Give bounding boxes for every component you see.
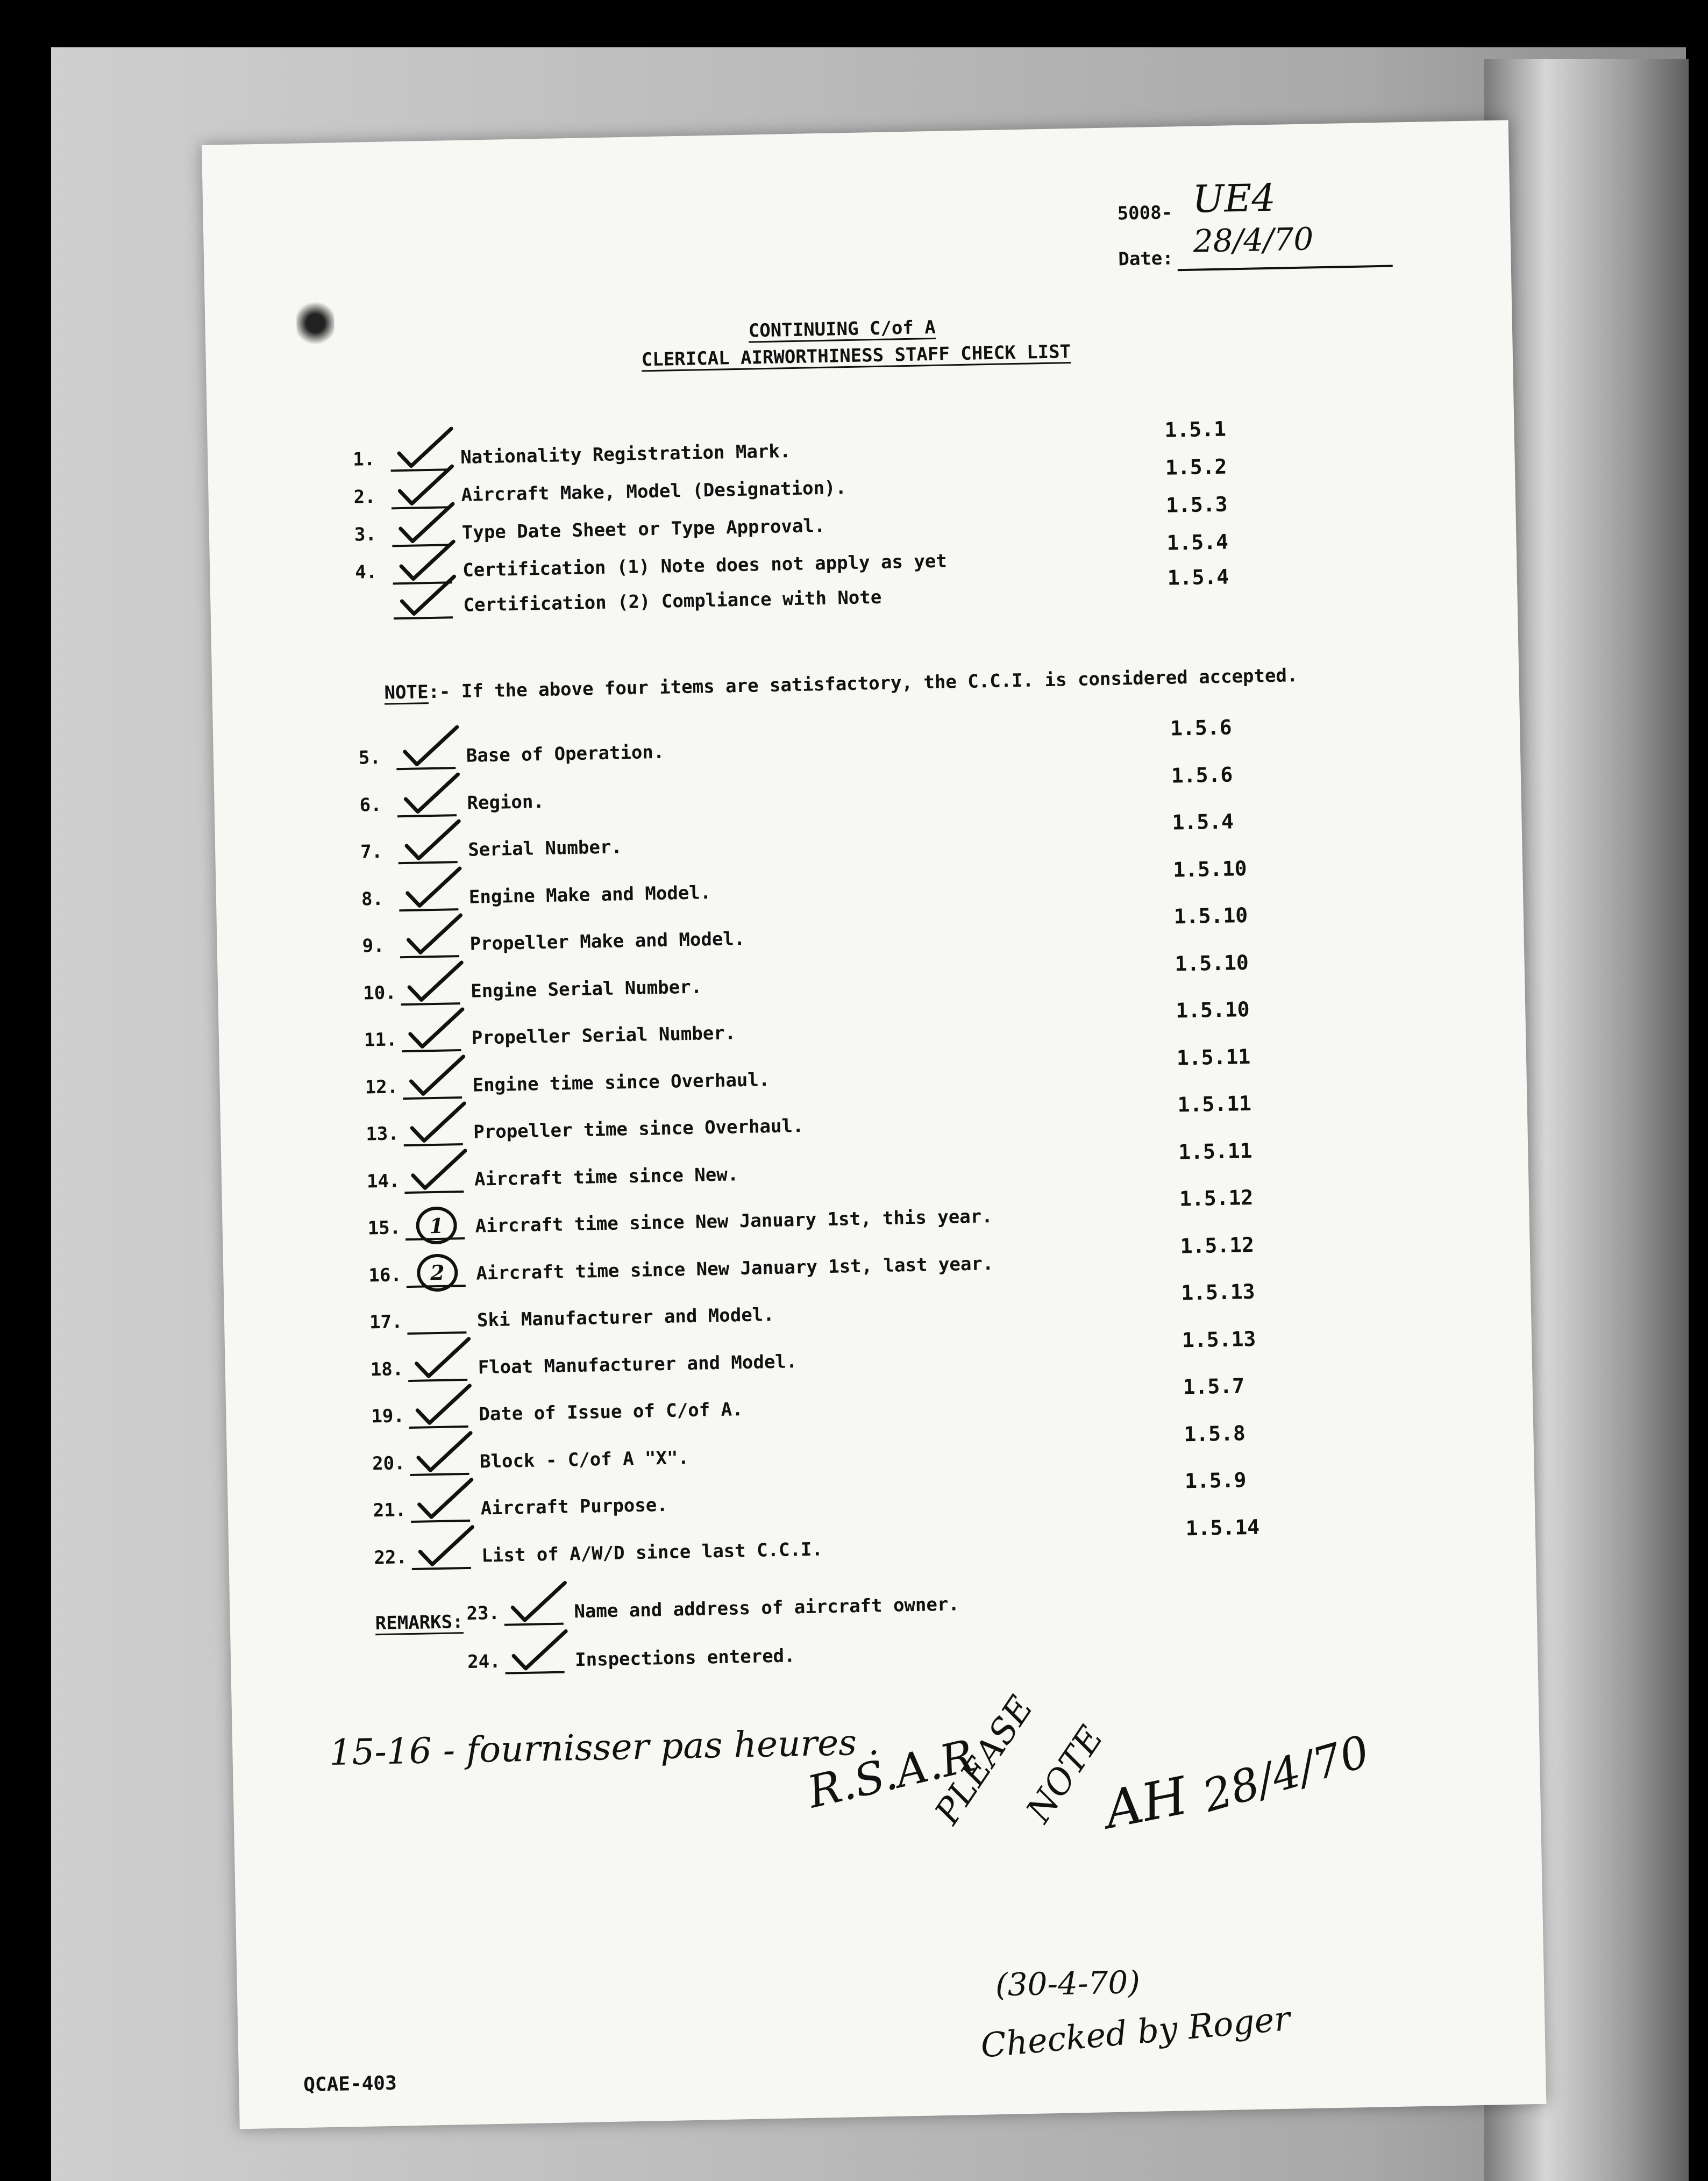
item-number: 10. bbox=[362, 981, 397, 1004]
checkmark-icon bbox=[403, 819, 463, 863]
date-underline bbox=[1178, 265, 1393, 272]
item-reference: 1.5.10 bbox=[1175, 950, 1249, 976]
item-text: Region. bbox=[467, 790, 545, 814]
item-reference: 1.5.10 bbox=[1173, 903, 1248, 929]
item-reference: 1.5.11 bbox=[1177, 1091, 1252, 1117]
item-number: 11. bbox=[364, 1029, 397, 1051]
checkmark-icon bbox=[402, 772, 462, 816]
item-number: 5. bbox=[358, 746, 381, 769]
item-text: Aircraft Make, Model (Designation). bbox=[461, 477, 847, 506]
item-number: 22. bbox=[374, 1546, 408, 1569]
item-text: Aircraft Purpose. bbox=[480, 1494, 668, 1520]
item-number: 3. bbox=[354, 523, 377, 546]
item-number: 16. bbox=[368, 1264, 402, 1286]
item-reference: 1.5.7 bbox=[1183, 1374, 1245, 1399]
item-reference: 1.5.1 bbox=[1164, 417, 1227, 442]
item-number: 14. bbox=[366, 1170, 400, 1192]
checkmark-icon bbox=[415, 1430, 475, 1474]
item-reference: 1.5.8 bbox=[1183, 1421, 1246, 1446]
item-text: Type Date Sheet or Type Approval. bbox=[461, 515, 825, 544]
item-reference: 1.5.6 bbox=[1170, 715, 1232, 740]
item-reference: 1.5.13 bbox=[1180, 1279, 1255, 1305]
item-number: 2. bbox=[353, 486, 376, 508]
form-id: QCAE-403 bbox=[303, 2072, 397, 2097]
checkmark-icon bbox=[510, 1629, 570, 1673]
item-number: 7. bbox=[360, 840, 383, 863]
checkmark-icon bbox=[409, 1148, 469, 1192]
item-text: Propeller Serial Number. bbox=[471, 1022, 736, 1049]
checkmark-icon bbox=[408, 1101, 468, 1145]
item-number: 13. bbox=[365, 1123, 400, 1145]
file-number-label: 5008- bbox=[1117, 202, 1173, 225]
item-text: Aircraft time since New January 1st, this year. bbox=[475, 1206, 993, 1237]
handwritten-initials: AH bbox=[1100, 1765, 1192, 1841]
item-text: Inspections entered. bbox=[574, 1645, 795, 1671]
note-label: NOTE:- If the above four items are satisfactory, the C.C.I. is considered accepted. bbox=[384, 665, 1298, 704]
handwritten-checked-by: Checked by Roger bbox=[979, 1998, 1292, 2065]
item-number: 18. bbox=[370, 1358, 404, 1380]
date-value: 28/4/70 bbox=[1193, 220, 1314, 260]
checkmark-icon bbox=[416, 1524, 476, 1569]
item-reference: 1.5.10 bbox=[1172, 856, 1247, 882]
item-number: 17. bbox=[369, 1311, 403, 1334]
item-number: 1. bbox=[352, 448, 375, 471]
item-number: 6. bbox=[359, 794, 382, 816]
mark-blank-line bbox=[407, 1331, 466, 1335]
item-reference: 1.5.13 bbox=[1182, 1327, 1256, 1352]
item-text: Engine Make and Model. bbox=[468, 881, 711, 908]
remarks-label: REMARKS: bbox=[375, 1611, 464, 1635]
item-text: Propeller Make and Model. bbox=[469, 928, 745, 955]
title-line-1: CONTINUING C/of A bbox=[748, 316, 936, 342]
item-text: Name and address of aircraft owner. bbox=[574, 1593, 960, 1623]
item-text: Block - C/of A "X". bbox=[479, 1446, 689, 1473]
item-number: 24. bbox=[467, 1650, 501, 1673]
item-number: 20. bbox=[372, 1452, 405, 1474]
date-label: Date: bbox=[1118, 247, 1174, 270]
item-text: Base of Operation. bbox=[466, 741, 665, 767]
checkmark-icon bbox=[404, 866, 464, 910]
title-line-2: CLERICAL AIRWORTHINESS STAFF CHECK LIST bbox=[641, 341, 1071, 371]
item-reference: 1.5.12 bbox=[1180, 1232, 1255, 1258]
item-reference: 1.5.11 bbox=[1176, 1044, 1251, 1070]
item-text: Aircraft time since New. bbox=[474, 1163, 739, 1191]
item-number: 4. bbox=[354, 561, 378, 583]
item-reference: 1.5.11 bbox=[1178, 1138, 1252, 1164]
handwritten-rsar: R.S.A.R bbox=[803, 1730, 979, 1819]
item-reference: 1.5.4 bbox=[1167, 565, 1229, 590]
checkmark-icon bbox=[416, 1478, 476, 1522]
item-number: 21. bbox=[373, 1499, 407, 1522]
item-number: 19. bbox=[371, 1405, 405, 1428]
item-text: Certification (1) Note does not apply as yet bbox=[462, 550, 948, 581]
note-text: :- If the above four items are satisfactory, the C.C.I. is considered accepted. bbox=[428, 665, 1298, 703]
item-text: Aircraft time since New January 1st, last year. bbox=[475, 1252, 994, 1285]
file-number-value: UE4 bbox=[1192, 175, 1276, 222]
item-text: Float Manufacturer and Model. bbox=[478, 1350, 798, 1379]
item-reference: 1.5.10 bbox=[1175, 997, 1250, 1023]
handwritten-note-15-16: 15-16 - fournisser pas heures . bbox=[329, 1721, 880, 1773]
item-text: Date of Issue of C/of A. bbox=[479, 1399, 743, 1426]
item-reference: 1.5.4 bbox=[1166, 530, 1229, 555]
checkmark-icon bbox=[405, 960, 466, 1004]
checkmark-icon bbox=[413, 1336, 473, 1380]
item-text: Nationality Registration Mark. bbox=[460, 440, 791, 468]
item-reference: 1.5.3 bbox=[1165, 492, 1228, 517]
checkmark-icon bbox=[401, 725, 461, 769]
item-text: List of A/W/D since last C.C.I. bbox=[481, 1538, 823, 1566]
item-reference: 1.5.9 bbox=[1184, 1468, 1247, 1493]
circled-number-icon: 1 bbox=[416, 1206, 457, 1244]
handwritten-checked-date: (30-4-70) bbox=[995, 1964, 1141, 2004]
checkmark-icon bbox=[407, 1007, 467, 1051]
handwritten-sign-date: 28/4/70 bbox=[1197, 1726, 1375, 1822]
checkmark-icon bbox=[509, 1580, 569, 1624]
item-number: 12. bbox=[365, 1075, 398, 1098]
circled-number-icon: 2 bbox=[417, 1253, 458, 1292]
handwritten-note-word: NOTE bbox=[1019, 1719, 1112, 1830]
item-text: Engine Serial Number. bbox=[470, 975, 702, 1002]
item-reference: 1.5.6 bbox=[1171, 762, 1233, 788]
stain-mark bbox=[296, 298, 335, 347]
checkmark-icon bbox=[408, 1054, 468, 1098]
checkmark-icon bbox=[405, 913, 465, 957]
item-text: Certification (2) Compliance with Note bbox=[463, 586, 882, 616]
item-number: 9. bbox=[362, 935, 385, 957]
item-reference: 1.5.2 bbox=[1165, 454, 1227, 480]
handwritten-please: PLEASE bbox=[927, 1689, 1042, 1831]
checkmark-icon bbox=[398, 574, 458, 618]
checkmark-icon bbox=[414, 1384, 474, 1428]
item-number: 15. bbox=[367, 1217, 401, 1239]
item-reference: 1.5.14 bbox=[1185, 1515, 1260, 1540]
item-number: 23. bbox=[466, 1602, 500, 1625]
item-text: Ski Manufacturer and Model. bbox=[476, 1303, 775, 1331]
item-text: Serial Number. bbox=[467, 836, 623, 861]
document-page bbox=[202, 120, 1546, 2129]
item-text: Engine time since Overhaul. bbox=[472, 1068, 770, 1096]
item-text: Propeller time since Overhaul. bbox=[473, 1115, 804, 1143]
item-number: 8. bbox=[361, 888, 384, 910]
item-reference: 1.5.4 bbox=[1172, 809, 1234, 835]
item-reference: 1.5.12 bbox=[1179, 1185, 1254, 1211]
